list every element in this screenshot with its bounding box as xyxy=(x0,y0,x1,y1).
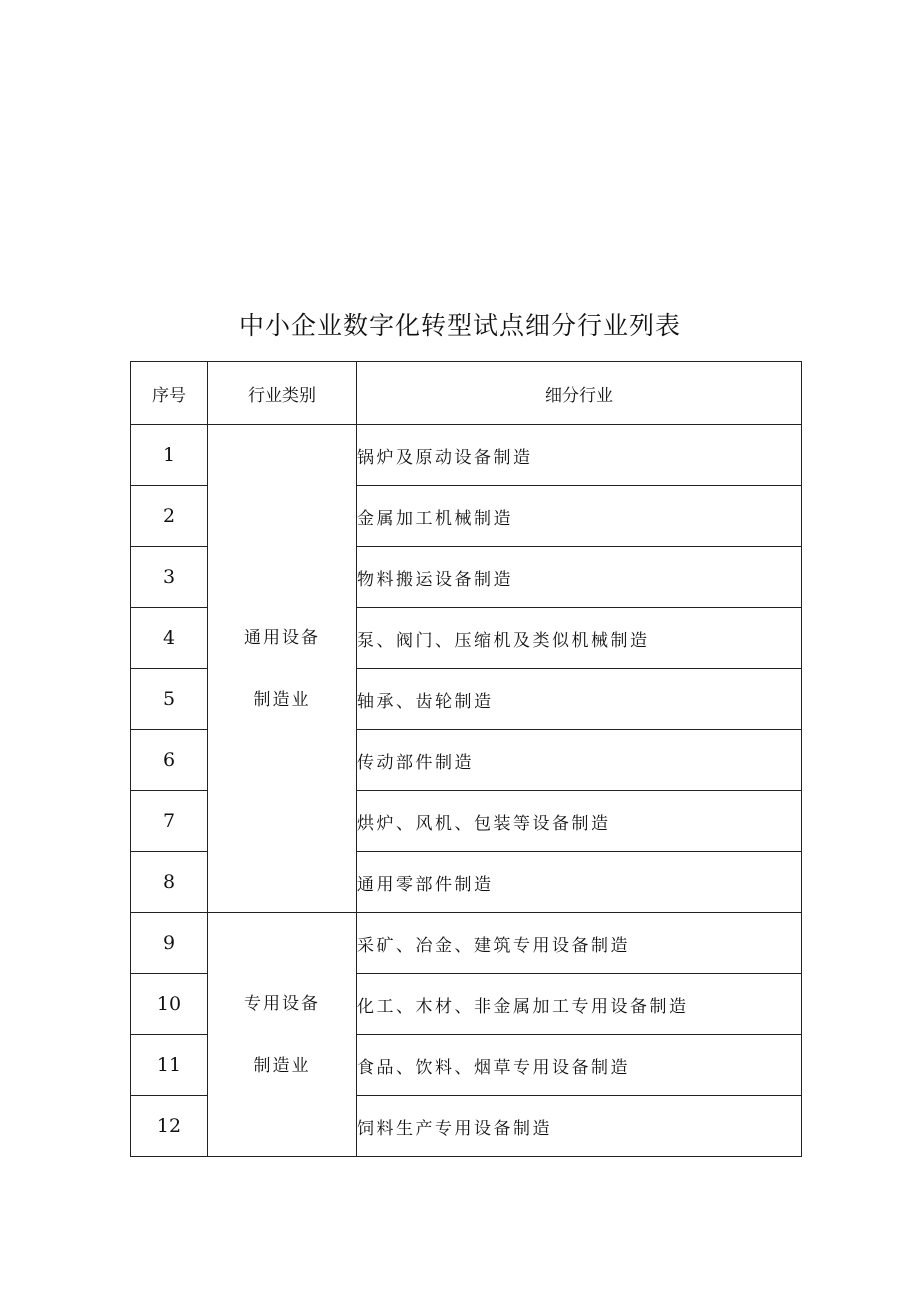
row-index: 8 xyxy=(131,852,208,913)
subindustry-cell: 采矿、冶金、建筑专用设备制造 xyxy=(357,913,802,974)
category-line2: 制造业 xyxy=(253,1055,311,1076)
row-index: 12 xyxy=(131,1096,208,1157)
table-row xyxy=(131,425,802,486)
header-index: 序号 xyxy=(131,362,208,425)
subindustry-cell: 金属加工机械制造 xyxy=(357,486,802,547)
table-row xyxy=(131,913,802,974)
subindustry-cell: 泵、阀门、压缩机及类似机械制造 xyxy=(357,608,802,669)
category-line1: 专用设备 xyxy=(244,993,320,1014)
subindustry-cell: 烘炉、风机、包装等设备制造 xyxy=(357,791,802,852)
subindustry-cell: 化工、木材、非金属加工专用设备制造 xyxy=(357,974,802,1035)
header-subindustry: 细分行业 xyxy=(357,362,802,425)
subindustry-cell: 锅炉及原动设备制造 xyxy=(357,425,802,486)
page-title: 中小企业数字化转型试点细分行业列表 xyxy=(238,311,681,340)
category-line2: 制造业 xyxy=(253,689,311,710)
row-index: 4 xyxy=(131,608,208,669)
category-line1: 通用设备 xyxy=(244,627,320,648)
category-cell xyxy=(208,425,357,913)
row-index: 6 xyxy=(131,730,208,791)
row-index: 7 xyxy=(131,791,208,852)
subindustry-cell: 通用零部件制造 xyxy=(357,852,802,913)
category-cell xyxy=(208,913,357,1157)
subindustry-cell: 食品、饮料、烟草专用设备制造 xyxy=(357,1035,802,1096)
row-index: 2 xyxy=(131,486,208,547)
subindustry-cell: 轴承、齿轮制造 xyxy=(357,669,802,730)
subindustry-cell: 传动部件制造 xyxy=(357,730,802,791)
table-header-row xyxy=(131,362,802,425)
row-index: 5 xyxy=(131,669,208,730)
row-index: 1 xyxy=(131,425,208,486)
row-index: 10 xyxy=(131,974,208,1035)
industry-table xyxy=(130,361,802,1157)
subindustry-cell: 饲料生产专用设备制造 xyxy=(357,1096,802,1157)
row-index: 3 xyxy=(131,547,208,608)
row-index: 11 xyxy=(131,1035,208,1096)
subindustry-cell: 物料搬运设备制造 xyxy=(357,547,802,608)
header-category: 行业类别 xyxy=(208,362,357,425)
row-index: 9 xyxy=(131,913,208,974)
